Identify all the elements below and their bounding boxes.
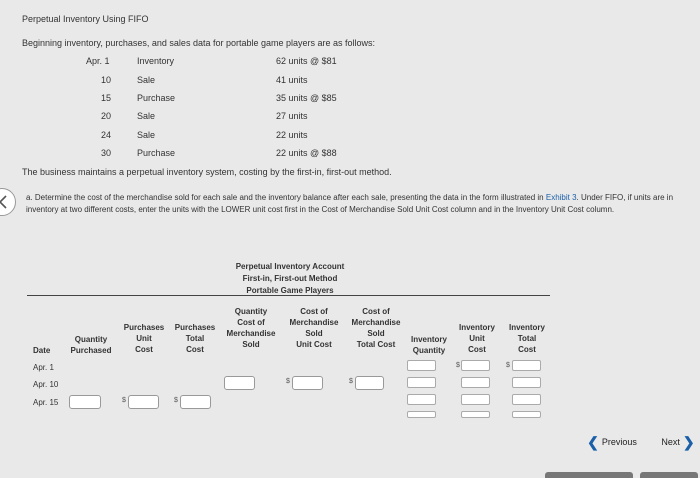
inventory-unit-cost-input[interactable] [461, 411, 490, 418]
inventory-total-cost-input[interactable] [512, 394, 541, 405]
inventory-total-cost-input[interactable] [512, 377, 541, 388]
chevron-right-icon: ❯ [682, 433, 695, 450]
txn-date: 24 [101, 130, 112, 140]
chevron-left-icon: ❮ [587, 433, 599, 450]
bottom-tab[interactable] [545, 472, 633, 478]
txn-detail: 41 units [276, 75, 308, 85]
txn-date: 10 [101, 75, 112, 85]
currency-symbol: $ [506, 362, 510, 369]
table-rule [27, 295, 550, 296]
page-title: Perpetual Inventory Using FIFO [22, 14, 149, 24]
inventory-quantity-stack [407, 360, 436, 418]
currency-symbol: $ [349, 378, 353, 385]
inventory-total-cost-input[interactable] [512, 360, 541, 371]
txn-type: Sale [137, 130, 156, 140]
cms-total-cost-input[interactable] [355, 376, 384, 390]
currency-symbol: $ [286, 378, 290, 385]
row-date-label: Apr. 10 [33, 380, 59, 389]
table-title: Perpetual Inventory Account First-in, First-out Method Portable Game Players [235, 262, 345, 295]
txn-detail: 35 units @ $85 [276, 93, 337, 103]
txn-date: 30 [101, 148, 112, 158]
purchase-total-cost-input[interactable] [180, 395, 211, 409]
txn-detail: 22 units [276, 130, 308, 140]
currency-symbol: $ [122, 397, 126, 404]
intro-text: Beginning inventory, purchases, and sales data for portable game players are as follows: [22, 38, 376, 48]
header-inventory-unit-cost: Inventory Unit Cost [458, 323, 495, 354]
txn-type: Purchase [137, 148, 176, 158]
txn-detail: 22 units @ $88 [276, 148, 337, 158]
inventory-total-cost-input[interactable] [512, 411, 541, 418]
next-button[interactable]: Next ❯ [661, 433, 695, 450]
exhibit-link[interactable]: Exhibit 3 [545, 193, 577, 202]
inventory-unit-cost-input[interactable] [461, 360, 490, 371]
cms-quantity-input[interactable] [224, 376, 255, 390]
header-cms-unit-cost: Cost of Merchandise Sold Unit Cost [289, 307, 339, 349]
inventory-unit-cost-input[interactable] [461, 377, 490, 388]
txn-detail: 62 units @ $81 [276, 56, 337, 66]
header-quantity-purchased: Quantity Purchased [70, 335, 112, 355]
row-date-label: Apr. 15 [33, 398, 59, 407]
header-purchases-unit-cost: Purchases Unit Cost [123, 323, 165, 354]
txn-type: Sale [137, 111, 156, 121]
inventory-quantity-input[interactable] [407, 377, 436, 388]
txn-type: Inventory [137, 56, 175, 66]
inventory-total-cost-stack [512, 360, 541, 418]
inventory-quantity-input[interactable] [407, 394, 436, 405]
bottom-tab[interactable] [640, 472, 698, 478]
txn-type: Purchase [137, 93, 176, 103]
cms-unit-cost-input[interactable] [292, 376, 323, 390]
currency-symbol: $ [456, 362, 460, 369]
row-date-label: Apr. 1 [33, 363, 54, 372]
method-note: The business maintains a perpetual inventory system, costing by the first-in, first-out method. [22, 167, 392, 177]
inventory-quantity-input[interactable] [407, 411, 436, 418]
inventory-unit-cost-stack [461, 360, 490, 418]
question-text: a. Determine the cost of the merchandise sold for each sale and the inventory balance after each sale, presenting the data in the form illustrated in Exhibit 3. Under FIFO, if units are in inventory at two different costs, enter the units with the LOWER unit cost first in the Cost of Merchandise Sold Unit Cost column and in the Inventory Unit Cost column. [26, 193, 674, 214]
txn-date: 15 [101, 93, 112, 103]
quantity-purchased-input[interactable] [69, 395, 101, 409]
header-purchases-total-cost: Purchases Total Cost [174, 323, 216, 354]
txn-date: 20 [101, 111, 112, 121]
chevron-left-icon [0, 189, 15, 215]
header-cms-quantity: Quantity Cost of Merchandise Sold [226, 307, 276, 349]
txn-type: Sale [137, 75, 156, 85]
previous-button[interactable]: ❮ Previous [587, 433, 637, 450]
header-inventory-quantity: Inventory Quantity [410, 335, 447, 355]
inventory-unit-cost-input[interactable] [461, 394, 490, 405]
txn-date: Apr. 1 [86, 56, 110, 66]
header-date: Date [33, 346, 51, 355]
header-inventory-total-cost: Inventory Total Cost [508, 323, 545, 354]
txn-detail: 27 units [276, 111, 308, 121]
currency-symbol: $ [174, 397, 178, 404]
inventory-quantity-input[interactable] [407, 360, 436, 371]
panel-toggle-button[interactable] [0, 188, 16, 216]
header-cms-total-cost: Cost of Merchandise Sold Total Cost [351, 307, 401, 349]
purchase-unit-cost-input[interactable] [128, 395, 159, 409]
